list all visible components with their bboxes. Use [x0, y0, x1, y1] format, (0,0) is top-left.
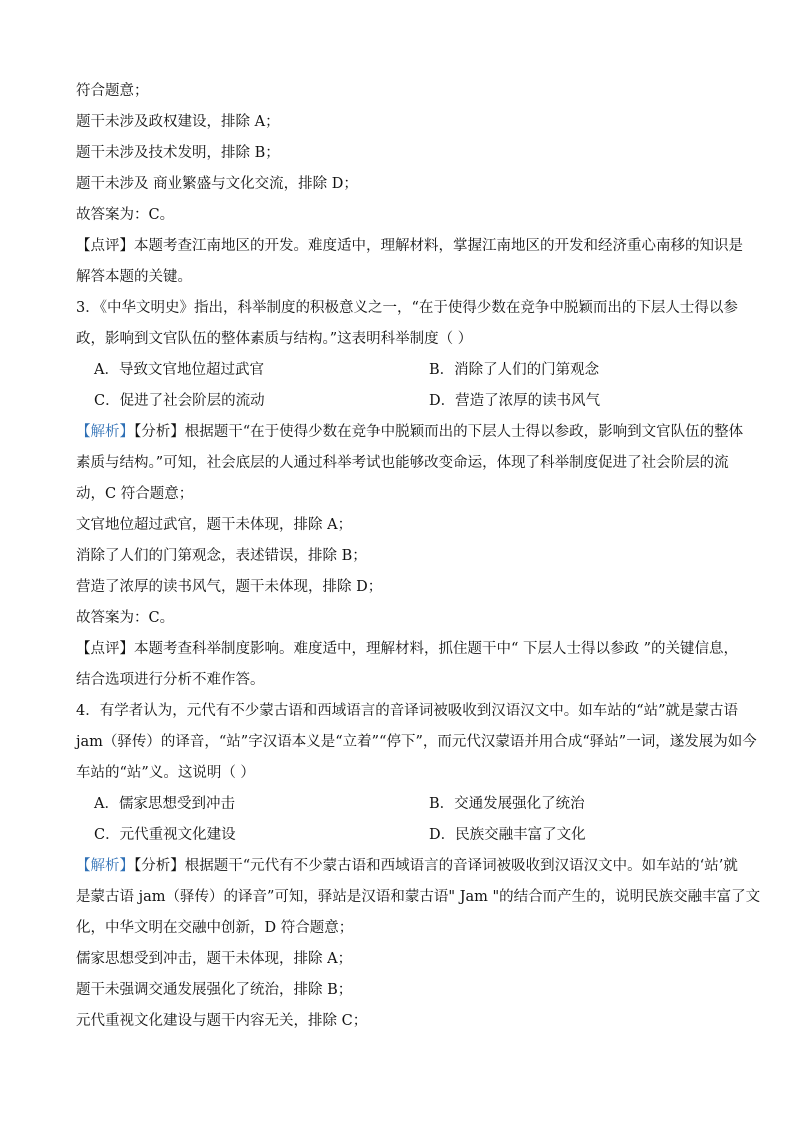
option-d: D．民族交融丰富了文化	[429, 827, 586, 843]
options-row	[76, 820, 746, 851]
previous-question-tail	[76, 76, 746, 293]
analysis-text: 【分析】根据题干“在于使得少数在竞争中脱颖而出的下层人士得以参政，影响到文官队伍的整体	[134, 424, 744, 440]
analysis-tag: 【解析】	[76, 858, 134, 874]
comment-line: 解答本题的关键。	[76, 269, 192, 285]
analysis-tag: 【解析】	[76, 424, 134, 440]
options-row	[76, 355, 746, 386]
answer-line: 故答案为：C。	[76, 207, 175, 223]
option-b: B．消除了人们的门第观念	[429, 362, 600, 378]
exclusion-line: 儒家思想受到冲击，题干未体现，排除 A；	[76, 951, 353, 967]
comment-line: 结合选项进行分析不难作答。	[76, 672, 265, 688]
option-c: C．促进了社会阶层的流动	[94, 393, 265, 409]
analysis-line: 素质与结构。”可知，社会底层的人通过科举考试也能够改变命运，体现了科举制度促进了社会阶层的流	[76, 455, 729, 471]
question-4	[76, 696, 761, 1037]
document-page	[76, 76, 761, 1037]
exclusion-line: 文官地位超过武官，题干未体现，排除 A；	[76, 517, 353, 533]
analysis-line	[76, 851, 746, 882]
exclusion-line: 消除了人们的门第观念，表述错误，排除 B；	[76, 548, 367, 564]
analysis-line: 化，中华文明在交融中创新，D 符合题意；	[76, 920, 354, 936]
comment-line: 【点评】本题考查科举制度影响。难度适中，理解材料，抓住题干中“ 下层人士得以参政 ”的关键信息，	[76, 641, 739, 657]
question-stem: jam（驿传）的译音，“站”字汉语本义是“立着”“停下”，而元代汉蒙语并用合成“驿站”一词，遂发展为如今	[76, 734, 757, 750]
exclusion-line: 元代重视文化建设与题干内容无关，排除 C；	[76, 1013, 368, 1029]
analysis-text: 【分析】根据题干“元代有不少蒙古语和西域语言的音译词被吸收到汉语汉文中。如车站的‘站’就	[134, 858, 738, 874]
answer-line: 题干未涉及政权建设，排除 A；	[76, 114, 280, 130]
question-stem: 车站的“站”义。这说明（ ）	[76, 765, 255, 781]
comment-line: 【点评】本题考查江南地区的开发。难度适中，理解材料，掌握江南地区的开发和经济重心南移的知识是	[76, 238, 743, 254]
analysis-line	[76, 417, 746, 448]
option-b: B．交通发展强化了统治	[429, 796, 585, 812]
question-stem: 4．有学者认为，元代有不少蒙古语和西域语言的音译词被吸收到汉语汉文中。如车站的“站”就是蒙古语	[76, 703, 739, 719]
options-row	[76, 789, 746, 820]
exclusion-line: 题干未强调交通发展强化了统治，排除 B；	[76, 982, 353, 998]
question-stem: 3．《中华文明史》指出，科举制度的积极意义之一，“在于使得少数在竞争中脱颖而出的下层人士得以参	[76, 300, 738, 316]
option-a: A．导致文官地位超过武官	[94, 362, 264, 378]
options-row	[76, 386, 746, 417]
analysis-line: 是蒙古语 jam（驿传）的译音”可知，驿站是汉语和蒙古语" Jam "的结合而产生的，说明民族交融丰富了文	[76, 889, 761, 905]
answer-line: 题干未涉及 商业繁盛与文化交流，排除 D；	[76, 176, 358, 192]
option-a: A．儒家思想受到冲击	[94, 796, 235, 812]
question-3	[76, 293, 746, 696]
option-d: D．营造了浓厚的读书风气	[429, 393, 601, 409]
answer-line: 符合题意；	[76, 83, 149, 99]
answer-line: 故答案为：C。	[76, 610, 175, 626]
option-c: C．元代重视文化建设	[94, 827, 236, 843]
question-stem: 政，影响到文官队伍的整体素质与结构。”这表明科举制度（ ）	[76, 331, 473, 347]
exclusion-line: 营造了浓厚的读书风气，题干未体现，排除 D；	[76, 579, 383, 595]
analysis-line: 动，C 符合题意；	[76, 486, 194, 502]
answer-line: 题干未涉及技术发明，排除 B；	[76, 145, 280, 161]
